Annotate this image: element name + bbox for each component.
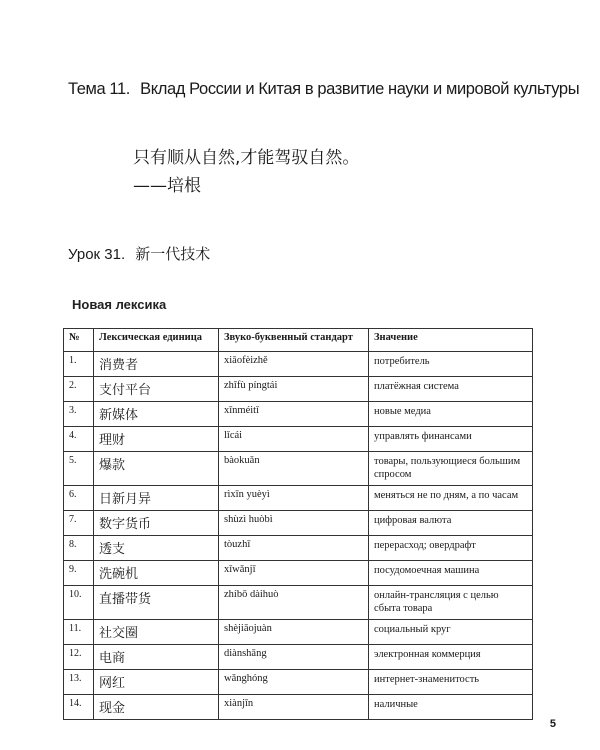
- table-row: [64, 586, 533, 620]
- page-number: 5: [549, 718, 556, 730]
- row-number: 10.: [64, 586, 94, 620]
- row-word: 支付平台: [94, 377, 219, 402]
- row-word: 电商: [94, 645, 219, 670]
- row-word: 新媒体: [94, 402, 219, 427]
- row-meaning: цифровая валюта: [369, 511, 533, 536]
- header-number: №: [64, 329, 94, 352]
- header-pinyin: Звуко-буквенный стандарт: [219, 329, 369, 352]
- row-meaning: посудомоечная машина: [369, 561, 533, 586]
- row-pinyin: wǎnghóng: [219, 670, 369, 695]
- table-row: [64, 620, 533, 645]
- epigraph-author: ——培根: [133, 176, 201, 196]
- header-meaning: Значение: [369, 329, 533, 352]
- table-row: [64, 536, 533, 561]
- table-row: [64, 645, 533, 670]
- row-pinyin: tòuzhī: [219, 536, 369, 561]
- epigraph-quote: 只有顺从自然,才能驾驭自然。: [133, 148, 360, 168]
- row-meaning: новые медиа: [369, 402, 533, 427]
- vocabulary-table: [63, 328, 533, 720]
- row-number: 1.: [64, 352, 94, 377]
- row-pinyin: shùzì huòbì: [219, 511, 369, 536]
- row-meaning: наличные: [369, 695, 533, 720]
- row-pinyin: xiànjīn: [219, 695, 369, 720]
- lesson-title: [68, 243, 210, 264]
- row-meaning: электронная коммерция: [369, 645, 533, 670]
- table-header-row: [64, 329, 533, 352]
- table-row: [64, 486, 533, 511]
- row-number: 13.: [64, 670, 94, 695]
- row-meaning: онлайн-трансляция с целью сбыта товара: [369, 586, 533, 620]
- row-word: 社交圈: [94, 620, 219, 645]
- topic-name: Вклад России и Китая в развитие науки и мировой культуры: [140, 80, 580, 98]
- vocabulary-heading: Новая лексика: [72, 297, 167, 312]
- row-number: 12.: [64, 645, 94, 670]
- topic-title: [68, 80, 588, 99]
- row-word: 现金: [94, 695, 219, 720]
- row-pinyin: zhíbō dàihuò: [219, 586, 369, 620]
- table-row: [64, 670, 533, 695]
- row-word: 理财: [94, 427, 219, 452]
- row-number: 5.: [64, 452, 94, 486]
- row-word: 网红: [94, 670, 219, 695]
- table-row: [64, 511, 533, 536]
- row-number: 3.: [64, 402, 94, 427]
- table-row: [64, 695, 533, 720]
- row-number: 8.: [64, 536, 94, 561]
- row-word: 洗碗机: [94, 561, 219, 586]
- row-number: 11.: [64, 620, 94, 645]
- table-row: [64, 452, 533, 486]
- row-number: 6.: [64, 486, 94, 511]
- row-word: 消费者: [94, 352, 219, 377]
- vocabulary-table-body: [64, 352, 533, 720]
- row-word: 日新月异: [94, 486, 219, 511]
- header-lexical-unit: Лексическая единица: [94, 329, 219, 352]
- row-pinyin: xǐwǎnjī: [219, 561, 369, 586]
- row-number: 9.: [64, 561, 94, 586]
- row-pinyin: diànshāng: [219, 645, 369, 670]
- row-word: 直播带货: [94, 586, 219, 620]
- row-meaning: управлять финансами: [369, 427, 533, 452]
- row-number: 7.: [64, 511, 94, 536]
- row-pinyin: bàokuǎn: [219, 452, 369, 486]
- row-meaning: потребитель: [369, 352, 533, 377]
- row-word: 透支: [94, 536, 219, 561]
- row-meaning: товары, пользующиеся большим спросом: [369, 452, 533, 486]
- row-pinyin: lǐcái: [219, 427, 369, 452]
- row-meaning: интернет-знаменитость: [369, 670, 533, 695]
- row-pinyin: shèjiāojuàn: [219, 620, 369, 645]
- row-word: 数字货币: [94, 511, 219, 536]
- row-meaning: платёжная система: [369, 377, 533, 402]
- row-number: 4.: [64, 427, 94, 452]
- table-row: [64, 352, 533, 377]
- row-meaning: меняться не по дням, а по часам: [369, 486, 533, 511]
- row-pinyin: zhīfù píngtái: [219, 377, 369, 402]
- row-pinyin: xiāofèizhě: [219, 352, 369, 377]
- table-row: [64, 377, 533, 402]
- table-row: [64, 402, 533, 427]
- row-meaning: социальный круг: [369, 620, 533, 645]
- topic-number: Тема 11.: [68, 80, 130, 98]
- row-meaning: перерасход; овердрафт: [369, 536, 533, 561]
- row-pinyin: xīnméitǐ: [219, 402, 369, 427]
- row-word: 爆款: [94, 452, 219, 486]
- lesson-name: 新一代技术: [135, 245, 211, 263]
- lesson-number: Урок 31.: [68, 246, 126, 263]
- row-pinyin: rìxīn yuèyì: [219, 486, 369, 511]
- row-number: 14.: [64, 695, 94, 720]
- table-row: [64, 561, 533, 586]
- row-number: 2.: [64, 377, 94, 402]
- table-row: [64, 427, 533, 452]
